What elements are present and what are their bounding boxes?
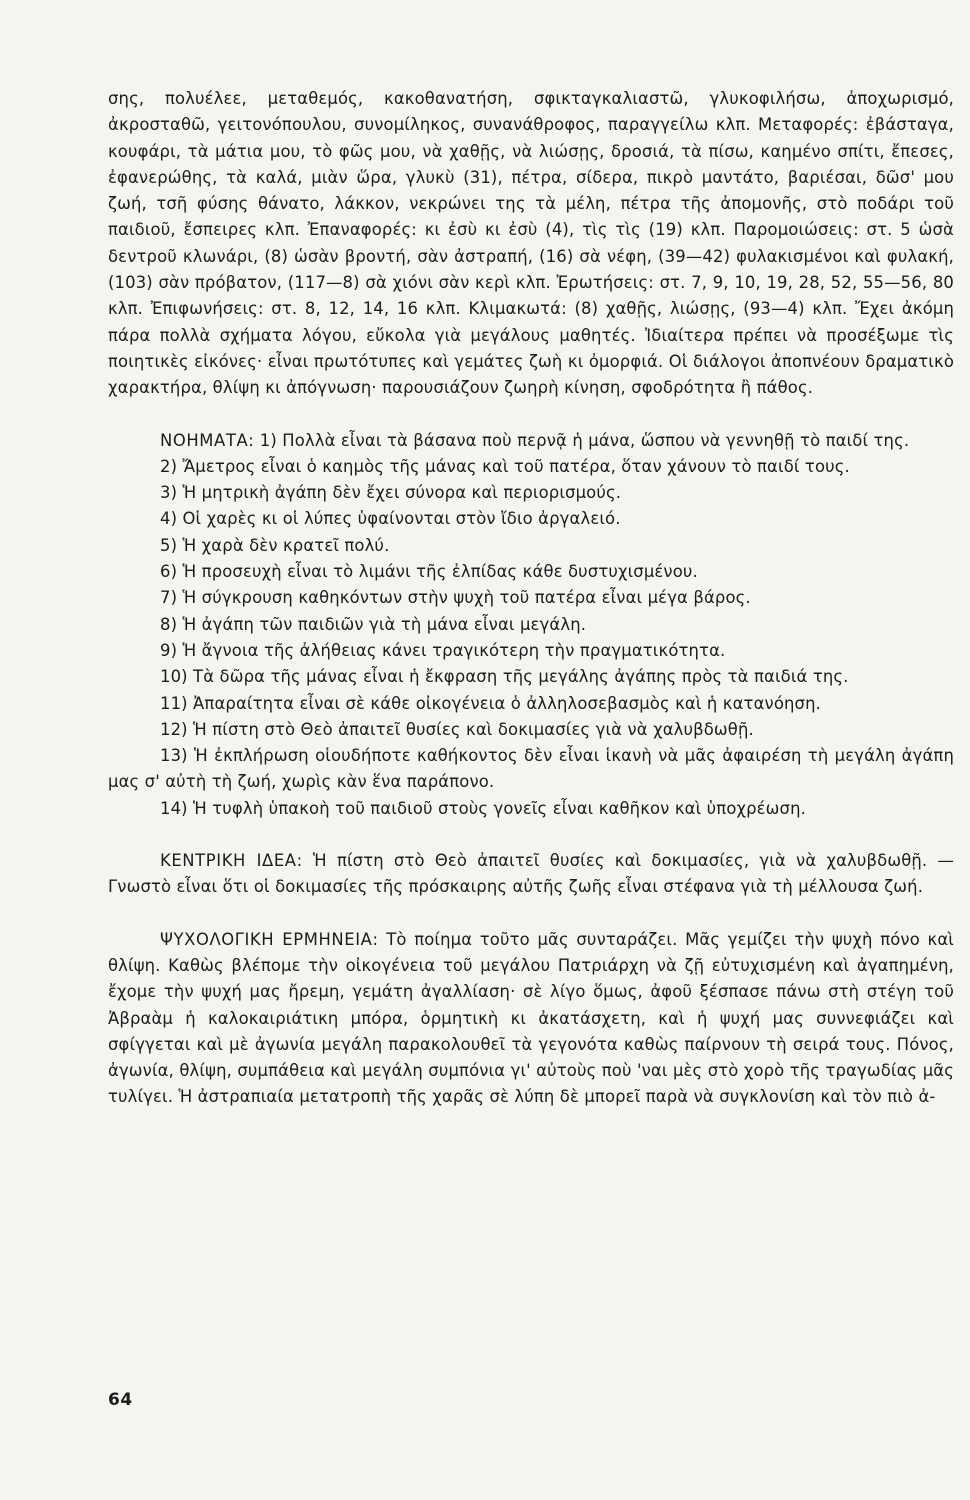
intro-paragraph: σης, πολυέλεε, μεταθεμός, κακοθανατήση, σφικταγκαλιαστῶ, γλυκοφιλήσω, ἀποχωρισμό, ἀκροσταθῶ, γειτονόπουλου, συνομίληκος, συνανάθροφος, παραγγείλω κλπ. Μεταφορές: ἐβάσταγα, κουφάρι, τὰ μάτια μου, τὸ φῶς μου, νὰ χαθῇς, νὰ λιώσῃς, δροσιά, τὰ πίσω, καημένο σπίτι, ἔπεσες, ἐφανερώθης, τὰ καλά, μιὰν ὥρα, γλυκὺ (31), πέτρα, σίδερα, πικρὸ μαντάτο, βαριέσαι, δῶσ' μου ζωή, τσῆ φύσης θάνατο, λάκκον, νεκρώνει της τὰ μέλη, πέτρα τῆς ἀπομονῆς, στὸ ποδάρι τοῦ παιδιοῦ, ἔσπειρες κλπ. Ἐπαναφορές: κι ἐσὺ κι ἐσὺ (4), τὶς τὶς (19) κλπ. Παρομοιώσεις: στ. 5 ὡσὰ δεντροῦ κλωνάρι, (8) ὡσὰν βροντή, σὰν ἀστραπή, (16) σὰ νέφη, (39—42) φυλακισμένοι καὶ φυλακή, (103) σὰν πρόβατον, (117—8) σὰ χιόνι σὰν κερὶ κλπ. Ἐρωτήσεις: στ. 7, 9, 10, 19, 28, 52, 55—56, 80 κλπ. Ἐπιφωνήσεις: στ. 8, 12, 14, 16 κλπ. Κλιμακωτά: (8) χαθῇς, λιώσῃς, (93—4) κλπ. Ἔχει ἀκόμη πάρα πολλὰ σχήματα λόγου, εὔκολα γιὰ μεγάλους μαθητές. Ἰδιαίτερα πρέπει νὰ προσέξωμε τὶς ποιητικὲς εἰκόνες· εἶναι πρωτότυπες καὶ γεμάτες ζωὴ κι ὀμορφιά. Οἱ διάλογοι ἀποπνέουν δραματικὸ χαρακτήρα, θλίψη κι ἀπόγνωση· παρουσιάζουν ζωηρὴ κίνηση, σφοδρότητα ἢ πάθος. [108,89,954,398]
noimata-item: 12) Ἡ πίστη στὸ Θεὸ ἀπαιτεῖ θυσίες καὶ δοκιμασίες γιὰ νὰ χαλυβδωθῇ. [160,719,754,739]
page-number: 64 [108,1390,133,1410]
kentriki-idea-section [108,848,954,901]
kentriki-idea-heading: ΚΕΝΤΡΙΚΗ ΙΔΕΑ: [160,851,303,871]
noimata-item: 3) Ἡ μητρικὴ ἀγάπη δὲν ἔχει σύνορα καὶ περιορισμούς. [160,483,622,503]
psychologiki-section [108,927,954,1111]
noimata-heading: ΝΟΗΜΑΤΑ: [160,430,255,450]
noimata-item: 6) Ἡ προσευχὴ εἶναι τὸ λιμάνι τῆς ἐλπίδας κάθε δυστυχισμένου. [160,562,698,582]
noimata-item: 5) Ἡ χαρὰ δὲν κρατεῖ πολύ. [160,535,390,555]
noimata-item: 10) Τὰ δῶρα τῆς μάνας εἶναι ἡ ἔκφραση τῆς μεγάλης ἀγάπης πρὸς τὰ παιδιά της. [160,667,849,687]
noimata-item: 8) Ἡ ἀγάπη τῶν παιδιῶν γιὰ τὴ μάνα εἶναι μεγάλη. [160,614,587,634]
psychologiki-text: Τὸ ποίημα τοῦτο μᾶς συνταράζει. Μᾶς γεμίζει τὴν ψυχὴ πόνο καὶ θλίψη. Καθὼς βλέπομε τὴν οἰκογένεια τοῦ μεγάλου Πατριάρχη νὰ ζῇ εὐτυχισμένη καὶ ἀγαπημένη, ἔχομε τὴν ψυχή μας ἤρεμη, γεμάτη ἀγαλλίαση· σὲ λίγο ὅμως, ἀφοῦ ξέσπασε πάνω στὴ στέγη τοῦ Ἀβραὰμ ἡ καλοκαιριάτικη μπόρα, ὁρμητικὴ κι ἀκατάσχετη, καὶ ἡ ψυχή μας συννεφιάζει καὶ σφίγγεται καὶ μὲ ἀγωνία μεγάλη παρακολουθεῖ τὰ γεγονότα καθὼς παίρνουν τὴ σειρά τους. Πόνος, ἀγωνία, θλίψη, συμπάθεια καὶ μεγάλη συμπόνια γι' αὐτοὺς ποὺ 'ναι μὲς στὸ χορὸ τῆς τραγωδίας μᾶς τυλίγει. Ἡ ἀστραπιαία μετατροπὴ τῆς χαρᾶς σὲ λύπη δὲ μπορεῖ παρὰ νὰ συγκλονίση καὶ τὸν πιὸ ἀ- [108,929,954,1107]
noimata-item: 2) Ἄμετρος εἶναι ὁ καημὸς τῆς μάνας καὶ τοῦ πατέρα, ὅταν χάνουν τὸ παιδί τους. [160,456,850,476]
psychologiki-heading: ΨΥΧΟΛΟΓΙΚΗ ΕΡΜΗΝΕΙΑ: [160,929,379,949]
noimata-section [108,428,954,822]
noimata-item: 11) Ἀπαραίτητα εἶναι σὲ κάθε οἰκογένεια ὁ ἀλληλοσεβασμὸς καὶ ἡ κατανόηση. [160,693,821,713]
page-content [108,86,954,1111]
noimata-item: 9) Ἡ ἄγνοια τῆς ἀλήθειας κάνει τραγικότερη τὴν πραγματικότητα. [160,640,726,660]
noimata-item [108,428,954,454]
kentriki-idea-text: Ἡ πίστη στὸ Θεὸ ἀπαιτεῖ θυσίες καὶ δοκιμασίες, γιὰ νὰ χαλυβδωθῇ. —Γνωστὸ εἶναι ὅτι οἱ δοκιμασίες τῆς πρόσκαιρης αὐτῆς ζωῆς εἶναι στέφανα γιὰ τὴ μέλλουσα ζωή. [108,851,954,897]
noimata-item: 7) Ἡ σύγκρουση καθηκόντων στὴν ψυχὴ τοῦ πατέρα εἶναι μέγα βάρος. [160,588,751,608]
noimata-item: 4) Οἱ χαρὲς κι οἱ λύπες ὑφαίνονται στὸν ἴδιο ἀργαλειό. [160,509,621,529]
noimata-item: 13) Ἡ ἐκπλήρωση οἱουδήποτε καθήκοντος δὲν εἶναι ἱκανὴ νὰ μᾶς ἀφαιρέση τὴ μεγάλη ἀγάπη μας σ' αὐτὴ τὴ ζωή, χωρὶς κὰν ἕνα παράπονο. [108,746,954,792]
noimata-item: 14) Ἡ τυφλὴ ὑπακοὴ τοῦ παιδιοῦ στοὺς γονεῖς εἶναι καθῆκον καὶ ὑποχρέωση. [160,798,806,818]
noimata-item-text: 1) Πολλὰ εἶναι τὰ βάσανα ποὺ περνᾷ ἡ μάνα, ὥσπου νὰ γεννηθῇ τὸ παιδί της. [259,430,910,450]
